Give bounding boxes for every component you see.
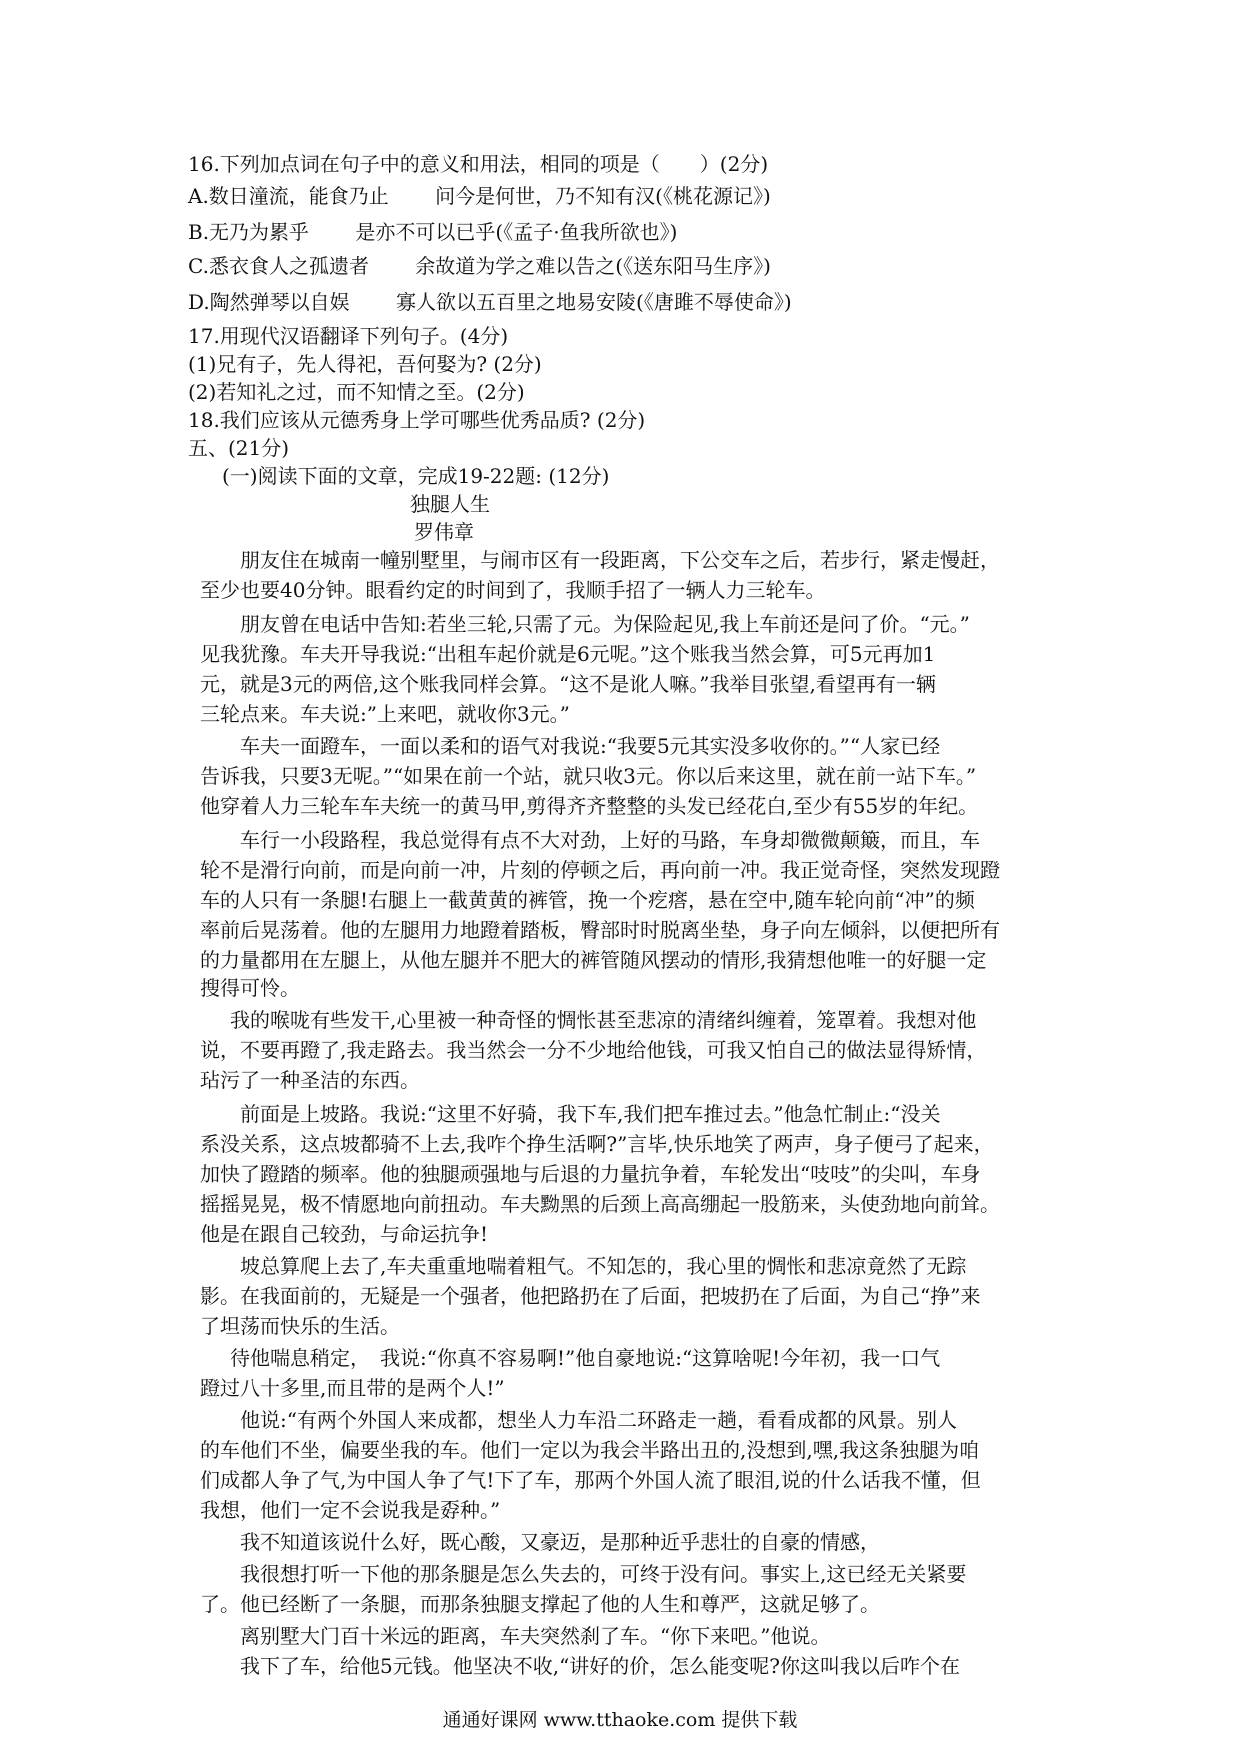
article-line: 了坦荡而快乐的生活。 — [200, 1314, 400, 1338]
article-line: 说，不要再蹬了,我走路去。我当然会一分不少地给他钱，可我又怕自己的做法显得矫情， — [200, 1038, 987, 1062]
question-17-item-1: (1)兄有子，先人得祀，吾何娶为? (2分) — [188, 352, 542, 376]
article-line: 朋友曾在电话中告知:若坐三轮,只需了元。为保险起见,我上车前还是问了价。“元。” — [240, 612, 970, 636]
article-line: 蹬过八十多里,而且带的是两个人!” — [200, 1376, 505, 1400]
article-line: 至少也要40分钟。眼看约定的时间到了，我顺手招了一辆人力三轮车。 — [200, 578, 826, 602]
article-line: 车的人只有一条腿!右腿上一截黄黄的裤管，挽一个疙瘩，悬在空中,随车轮向前“冲”的频 — [200, 888, 975, 912]
article-line: 元，就是3元的两倍,这个账我同样会算。“这不是讹人嘛。”我举目张望,看望再有一辆 — [200, 672, 936, 696]
question-16-option-d: D.陶然弹琴以自娱 寡人欲以五百里之地易安陵(《唐雎不辱使命》) — [188, 290, 792, 314]
article-line: 朋友住在城南一幢别墅里，与闹市区有一段距离，下公交车之后，若步行，紧走慢赶， — [240, 548, 1000, 572]
article-line: 他穿着人力三轮车车夫统一的黄马甲,剪得齐齐整整的头发已经花白,至少有55岁的年纪。 — [200, 794, 979, 818]
article-line: 车夫一面蹬车，一面以柔和的语气对我说:“我要5元其实没多收你的。”“人家已经 — [240, 734, 941, 758]
section-heading: 五、(21分) — [188, 436, 290, 460]
article-line: 的车他们不坐，偏要坐我的车。他们一定以为我会半路出丑的,没想到,嘿,我这条独腿为咱 — [200, 1438, 980, 1462]
article-line: 们成都人争了气,为中国人争了气!下了车，那两个外国人流了眼泪,说的什么话我不懂，但 — [200, 1468, 981, 1492]
footer-source: 通通好课网 www.tthaoke.com 提供下载 — [442, 1709, 798, 1731]
question-18: 18.我们应该从元德秀身上学可哪些优秀品质? (2分) — [188, 408, 646, 432]
article-line: 他说:“有两个外国人来成都，想坐人力车沿二环路走一趟，看看成都的风景。别人 — [240, 1408, 957, 1432]
article-line: 我想，他们一定不会说我是孬种。” — [200, 1498, 501, 1522]
question-16-option-a: A.数日潼流，能食乃止 问今是何世，乃不知有汉(《桃花源记》) — [188, 184, 771, 208]
article-line: 坡总算爬上去了,车夫重重地喘着粗气。不知怎的，我心里的惆怅和悲凉竟然了无踪 — [240, 1254, 967, 1278]
article-line: 告诉我，只要3无呢。”“如果在前一个站，就只收3元。你以后来这里，就在前一站下车。” — [200, 764, 977, 788]
article-line: 摇摇晃晃，极不情愿地向前扭动。车夫黝黑的后颈上高高绷起一股筋来，头使劲地向前耸。 — [200, 1192, 1000, 1216]
article-line: 我很想打听一下他的那条腿是怎么失去的，可终于没有问。事实上,这已经无关紧要 — [240, 1562, 967, 1586]
section-sub-heading: (一)阅读下面的文章，完成19-22题: (12分) — [222, 464, 610, 488]
article-line: 离别墅大门百十米远的距离，车夫突然刹了车。“你下来吧。”他说。 — [240, 1624, 831, 1648]
question-16-stem: 16.下列加点词在句子中的意义和用法，相同的项是（ ）(2分) — [188, 152, 769, 176]
article-line: 搜得可怜。 — [200, 976, 300, 1000]
article-line: 我下了车，给他5元钱。他坚决不收,“讲好的价，怎么能变呢?你这叫我以后咋个在 — [240, 1654, 961, 1678]
article-line: 他是在跟自己较劲，与命运抗争! — [200, 1222, 489, 1246]
article-line: 玷污了一种圣洁的东西。 — [200, 1068, 420, 1092]
article-line: 加快了蹬踏的频率。他的独腿顽强地与后退的力量抗争着，车轮发出“吱吱”的尖叫，车身 — [200, 1162, 981, 1186]
article-line: 了。他已经断了一条腿，而那条独腿支撑起了他的人生和尊严，这就足够了。 — [200, 1592, 880, 1616]
article-line: 见我犹豫。车夫开导我说:“出租车起价就是6元呢。”这个账我当然会算，可5元再加1 — [200, 642, 936, 666]
article-line: 轮不是滑行向前，而是向前一冲，片刻的停顿之后，再向前一冲。我正觉奇怪，突然发现蹬 — [200, 858, 1000, 882]
question-16-option-b: B.无乃为累乎 是亦不可以已乎(《孟子·鱼我所欲也》) — [188, 220, 678, 244]
article-line: 率前后晃荡着。他的左腿用力地蹬着踏板，臀部时时脱离坐垫，身子向左倾斜，以便把所有 — [200, 918, 1000, 942]
article-line: 待他喘息稍定， 我说:“你真不容易啊!”他自豪地说:“这算啥呢!今年初，我一口气 — [230, 1346, 941, 1370]
article-author: 罗伟章 — [414, 520, 474, 544]
article-title: 独腿人生 — [410, 492, 490, 516]
article-line: 的力量都用在左腿上，从他左腿并不肥大的裤管随风摆动的情形,我猜想他唯一的好腿一定 — [200, 948, 987, 972]
article-line: 前面是上坡路。我说:“这里不好骑，我下车,我们把车推过去。”他急忙制止:“没关 — [240, 1102, 941, 1126]
question-16-option-c: C.悉衣食人之孤遗者 余故道为学之难以告之(《送东阳马生序》) — [188, 254, 771, 278]
article-line: 我的喉咙有些发干,心里被一种奇怪的惆怅甚至悲凉的清绪纠缠着，笼罩着。我想对他 — [230, 1008, 977, 1032]
question-17-stem: 17.用现代汉语翻译下列句子。(4分) — [188, 324, 509, 348]
article-line: 影。在我面前的，无疑是一个强者，他把路扔在了后面，把坡扔在了后面，为自己“挣”来 — [200, 1284, 981, 1308]
article-line: 我不知道该说什么好，既心酸，又豪迈，是那种近乎悲壮的自豪的情感， — [240, 1530, 880, 1554]
article-line: 车行一小段路程，我总觉得有点不大对劲，上好的马路，车身却微微颠簸，而且，车 — [240, 828, 980, 852]
article-line: 三轮点来。车夫说:”上来吧，就收你3元。” — [200, 702, 570, 726]
question-17-item-2: (2)若知礼之过，而不知情之至。(2分) — [188, 380, 525, 404]
article-line: 系没关系，这点坡都骑不上去,我咋个挣生活啊?”言毕,快乐地笑了两声，身子便弓了起来， — [200, 1132, 994, 1156]
